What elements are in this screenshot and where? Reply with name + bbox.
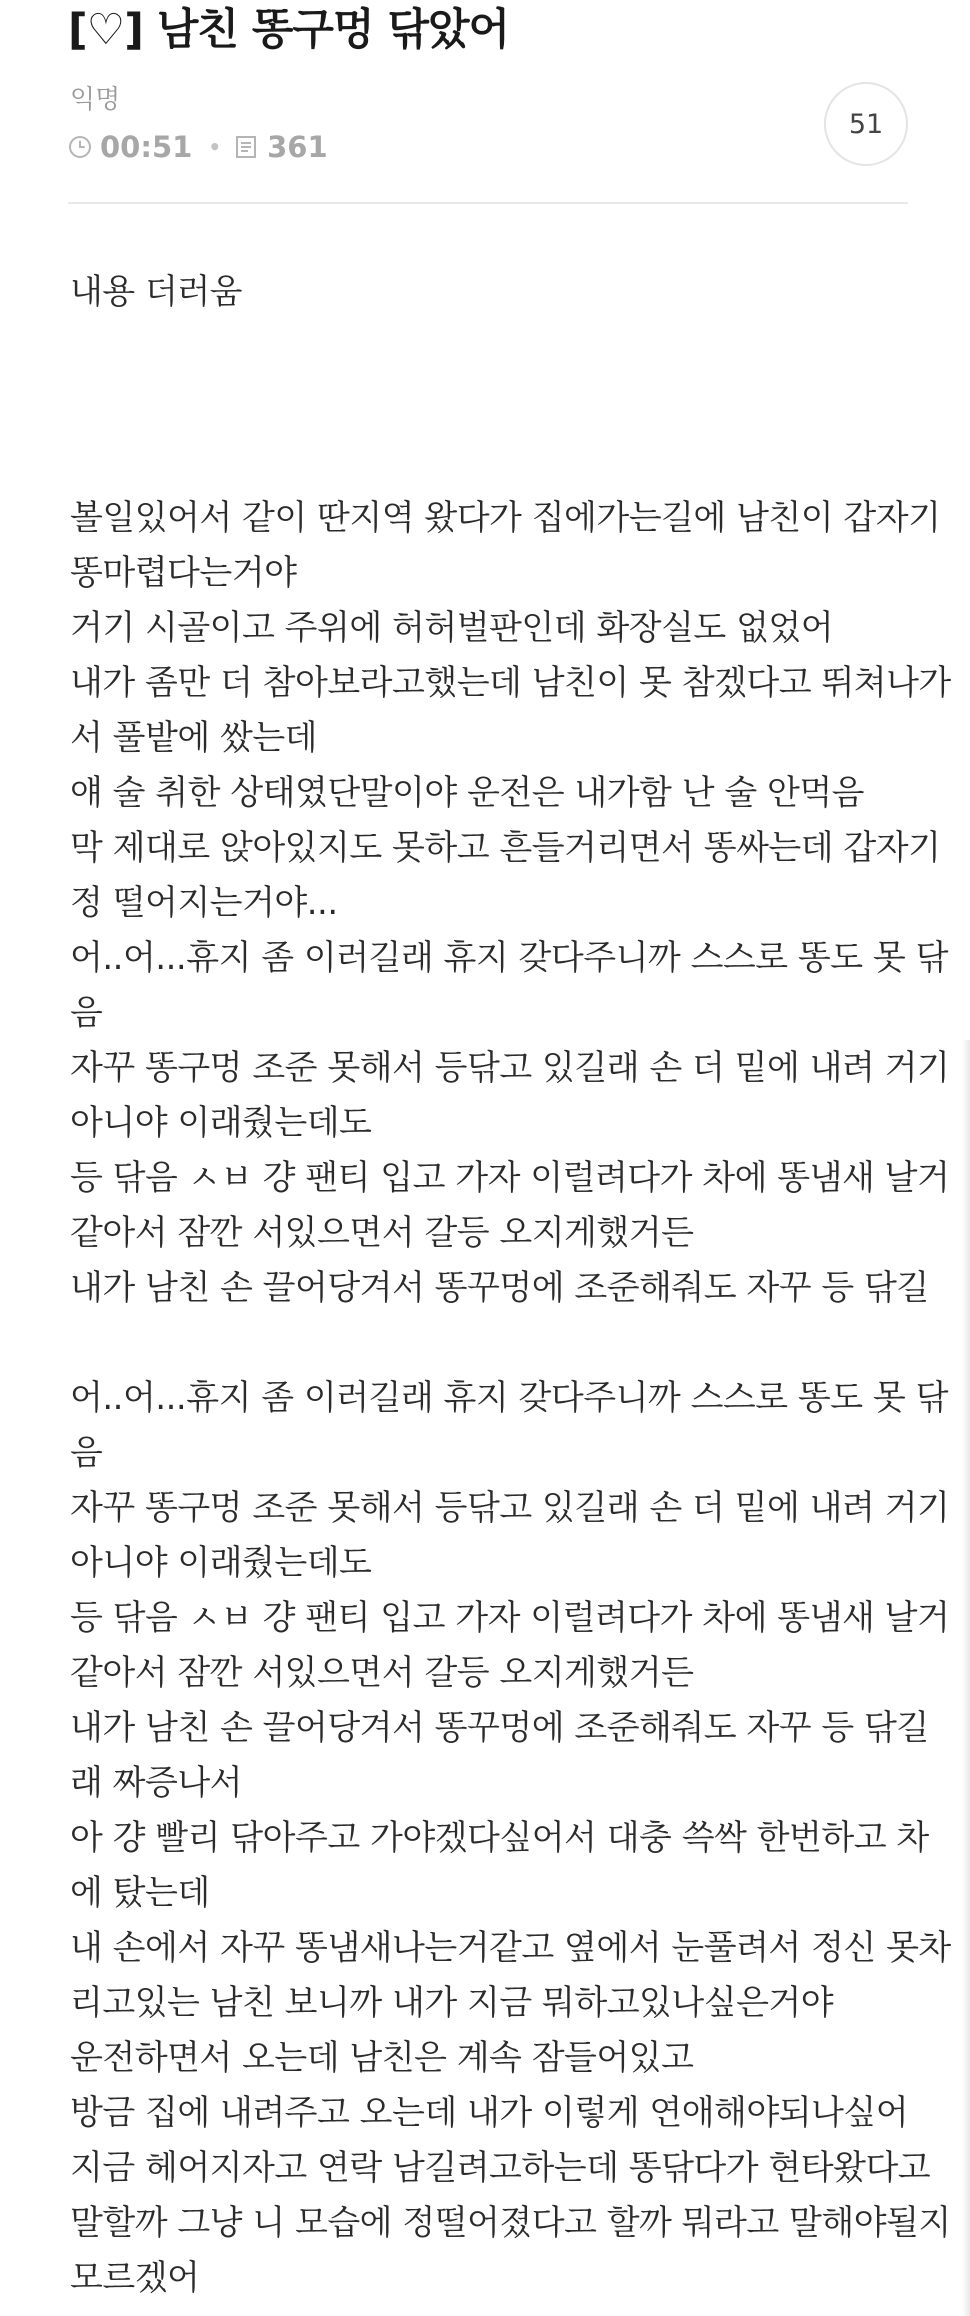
body-line: 내가 남친 손 끌어당겨서 똥꾸멍에 조준해줘도 자꾸 등 닦길 <box>70 1708 929 1748</box>
author-name: 익명 <box>70 85 121 115</box>
meta-separator: • <box>208 135 222 159</box>
body-line: 정 떨어지는거야... <box>70 883 338 923</box>
body-line: 볼일있어서 같이 딴지역 왔다가 집에가는길에 남친이 갑자기 <box>70 498 941 538</box>
body-line: 내가 남친 손 끌어당겨서 똥꾸멍에 조준해줘도 자꾸 등 닦길 <box>70 1268 929 1308</box>
body-line: 같아서 잠깐 서있으면서 갈등 오지게했거든 <box>70 1213 694 1253</box>
body-line: 아 걍 빨리 닦아주고 가야겠다싶어서 대충 쓱싹 한번하고 차 <box>70 1818 929 1858</box>
post-title: [♡] 남친 똥구멍 닦았어 <box>68 5 510 55</box>
body-line: 등 닦음 ㅅㅂ 걍 팬티 입고 가자 이럴려다가 차에 똥냄새 날거 <box>70 1158 950 1198</box>
body-line: 등 닦음 ㅅㅂ 걍 팬티 입고 가자 이럴려다가 차에 똥냄새 날거 <box>70 1598 950 1638</box>
post-header <box>68 0 908 204</box>
body-line: 말할까 그냥 니 모습에 정떨어졌다고 할까 뭐라고 말해야될지 <box>70 2203 951 2243</box>
body-line: 리고있는 남친 보니까 내가 지금 뭐하고있나싶은거야 <box>70 1983 834 2023</box>
post-meta <box>68 127 328 167</box>
body-line: 내용 더러움 <box>70 272 243 312</box>
body-line: 자꾸 똥구멍 조준 못해서 등닦고 있길래 손 더 밑에 내려 거기 <box>70 1048 950 1088</box>
body-line: 운전하면서 오는데 남친은 계속 잠들어있고 <box>70 2038 694 2078</box>
clock-icon <box>68 135 92 159</box>
body-line: 음 <box>70 993 103 1033</box>
document-icon <box>235 135 257 159</box>
view-count: 361 <box>267 130 328 164</box>
body-line: 내 손에서 자꾸 똥냄새나는거같고 옆에서 눈풀려서 정신 못차 <box>70 1928 951 1968</box>
body-line: 거기 시골이고 주위에 허허벌판인데 화장실도 없었어 <box>70 608 834 648</box>
body-line: 얘 술 취한 상태였단말이야 운전은 내가함 난 술 안먹음 <box>70 773 865 813</box>
body-line: 어..어...휴지 좀 이러길래 휴지 갖다주니까 스스로 똥도 못 닦 <box>70 938 948 978</box>
body-line: 에 탔는데 <box>70 1873 210 1913</box>
body-line: 음 <box>70 1433 103 1473</box>
body-line: 같아서 잠깐 서있으면서 갈등 오지게했거든 <box>70 1653 694 1693</box>
comment-count-button[interactable]: 51 <box>824 82 908 166</box>
body-line: 아니야 이래줬는데도 <box>70 1103 372 1143</box>
body-line: 자꾸 똥구멍 조준 못해서 등닦고 있길래 손 더 밑에 내려 거기 <box>70 1488 950 1528</box>
body-line: 어..어...휴지 좀 이러길래 휴지 갖다주니까 스스로 똥도 못 닦 <box>70 1378 948 1418</box>
body-line: 래 짜증나서 <box>70 1763 243 1803</box>
body-line: 모르겠어 <box>70 2258 200 2298</box>
scroll-edge <box>962 1040 970 2316</box>
body-line: 방금 집에 내려주고 오는데 내가 이렇게 연애해야되나싶어 <box>70 2093 909 2133</box>
header-divider <box>68 202 908 204</box>
body-line: 똥마렵다는거야 <box>70 553 297 593</box>
body-line: 서 풀밭에 쌌는데 <box>70 718 318 758</box>
body-line: 아니야 이래줬는데도 <box>70 1543 372 1583</box>
body-line: 내가 좀만 더 참아보라고했는데 남친이 못 참겠다고 뛰쳐나가 <box>70 663 951 703</box>
post-time: 00:51 <box>100 130 193 164</box>
body-line: 막 제대로 앉아있지도 못하고 흔들거리면서 똥싸는데 갑자기 <box>70 828 941 868</box>
body-line: 지금 헤어지자고 연락 남길려고하는데 똥닦다가 현타왔다고 <box>70 2148 931 2188</box>
